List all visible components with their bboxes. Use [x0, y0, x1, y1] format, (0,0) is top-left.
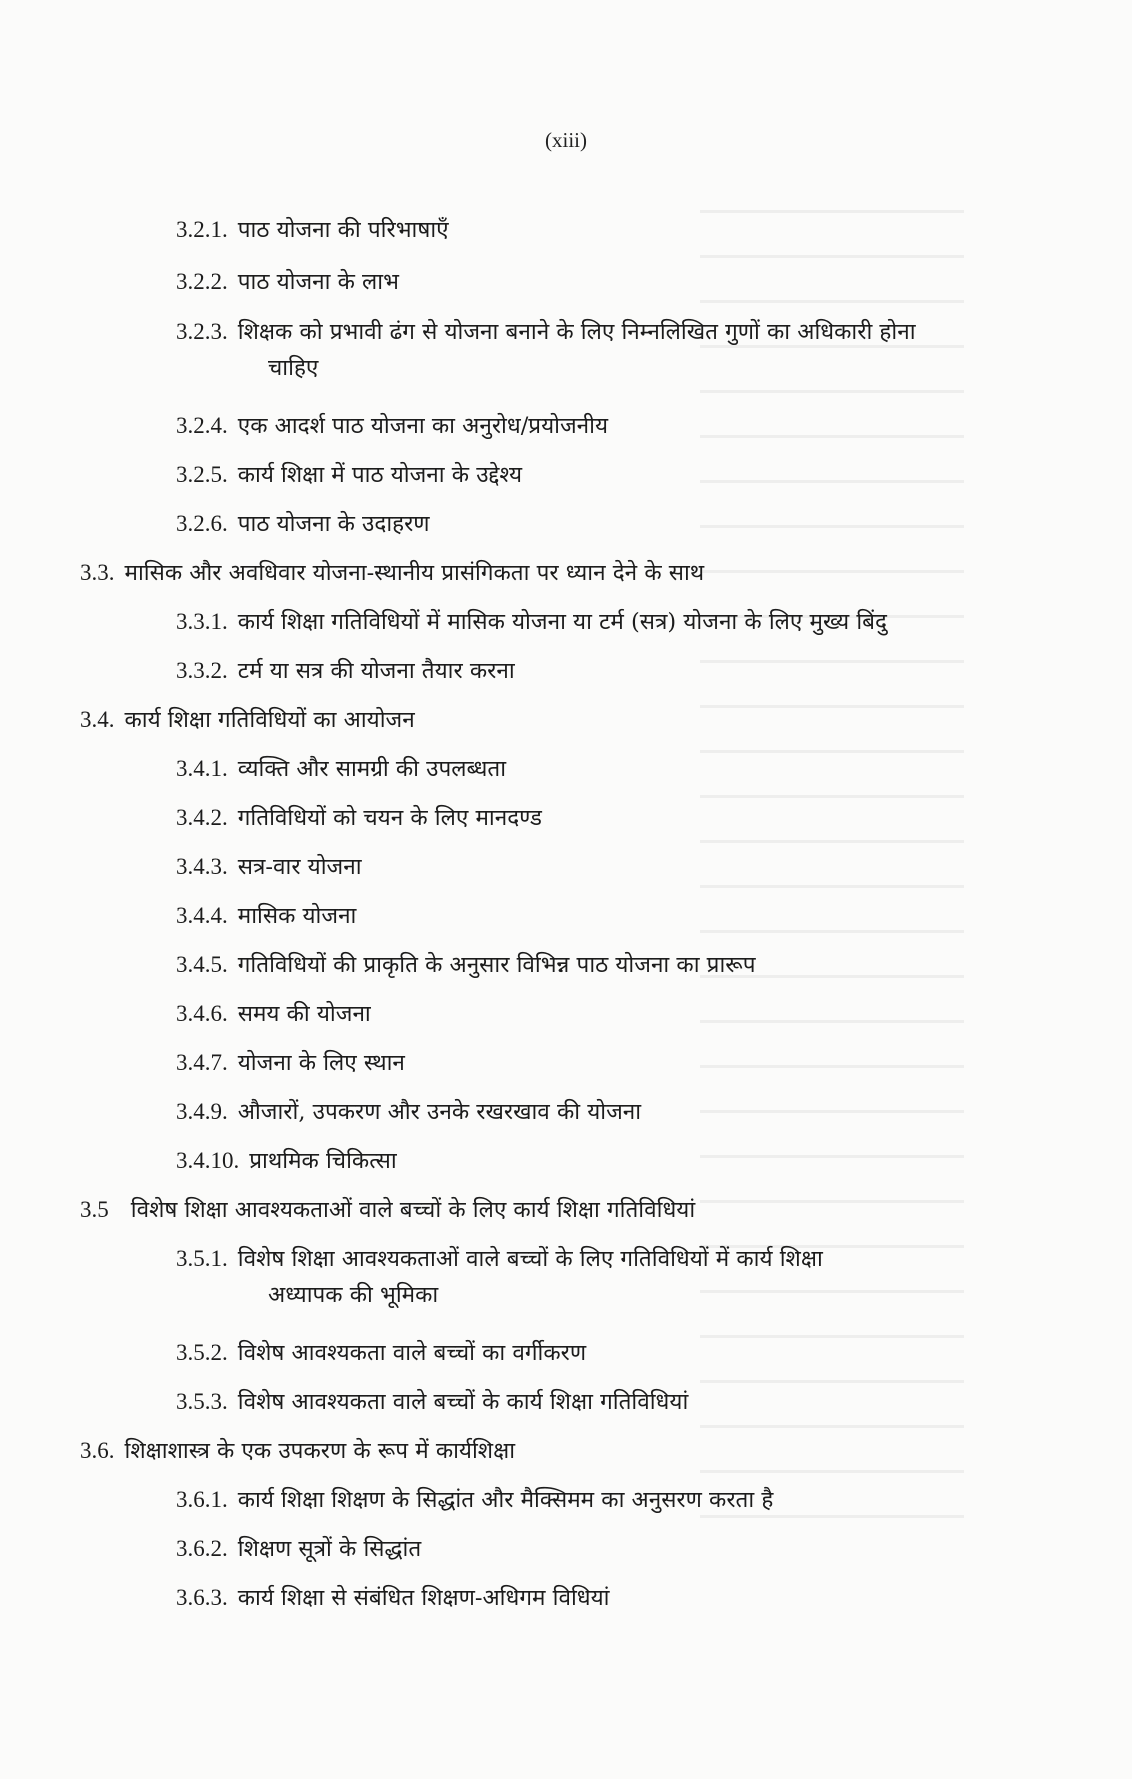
- toc-entry-number: 3.4.9.: [176, 1099, 228, 1124]
- toc-section-title: कार्य शिक्षा गतिविधियों का आयोजन: [124, 707, 415, 733]
- toc-entry-number: 3.6.3.: [176, 1585, 228, 1610]
- toc-entry-number: 3.4.7.: [176, 1050, 228, 1075]
- toc-entry-number: 3.5.3.: [176, 1389, 228, 1414]
- toc-entry: [176, 1094, 641, 1130]
- toc-entry-title: पाठ योजना के उदाहरण: [237, 511, 430, 537]
- toc-entry-title: गतिविधियों को चयन के लिए मानदण्ड: [237, 805, 542, 831]
- toc-entry-title: व्यक्ति और सामग्री की उपलब्धता: [237, 756, 507, 782]
- toc-entry: [176, 1143, 397, 1179]
- toc-entry-number: 3.4.6.: [176, 1001, 228, 1026]
- toc-entry-number: 3.3.2.: [176, 658, 228, 683]
- toc-entry: [176, 1531, 421, 1567]
- toc-entry-number: 3.6.2.: [176, 1536, 228, 1561]
- toc-section-number: 3.4.: [80, 707, 115, 732]
- toc-entry-title: विशेष आवश्यकता वाले बच्चों का वर्गीकरण: [237, 1340, 587, 1366]
- toc-entry-title: कार्य शिक्षा से संबंधित शिक्षण-अधिगम विधियां: [237, 1585, 610, 1611]
- toc-entry-title: कार्य शिक्षा शिक्षण के सिद्धांत और मैक्सिमम का अनुसरण करता है: [237, 1487, 774, 1513]
- toc-entry: [176, 751, 506, 787]
- toc-entry: [176, 800, 542, 836]
- toc-entry-title: प्राथमिक चिकित्सा: [249, 1148, 397, 1174]
- toc-entry: [176, 212, 449, 248]
- toc-entry-number: 3.4.10.: [176, 1148, 240, 1173]
- toc-entry-number: 3.4.2.: [176, 805, 228, 830]
- toc-entry-title: गतिविधियों की प्राकृति के अनुसार विभिन्न पाठ योजना का प्रारूप: [237, 952, 756, 978]
- toc-entry: [176, 1580, 610, 1616]
- toc-entry: [176, 264, 399, 300]
- toc-entry: [176, 947, 756, 983]
- toc-entry: [176, 996, 371, 1032]
- toc-entry-title: शिक्षण सूत्रों के सिद्धांत: [237, 1536, 422, 1562]
- toc-entry: [176, 1241, 1016, 1313]
- toc-entry-title: विशेष शिक्षा आवश्यकताओं वाले बच्चों के लिए गतिविधियों में कार्य शिक्षा: [237, 1246, 823, 1272]
- toc-entry-title: योजना के लिए स्थान: [237, 1050, 405, 1076]
- page-number: (xiii): [545, 128, 587, 152]
- toc-section-number: 3.3.: [80, 560, 115, 585]
- toc-entry: [176, 457, 522, 493]
- toc-entry-title: समय की योजना: [237, 1001, 371, 1027]
- toc-section: [80, 555, 704, 591]
- toc-section-number: 3.6.: [80, 1438, 115, 1463]
- toc-section: [80, 702, 415, 738]
- toc-entry-title: टर्म या सत्र की योजना तैयार करना: [237, 658, 515, 684]
- toc-section-title: शिक्षाशास्त्र के एक उपकरण के रूप में कार्यशिक्षा: [124, 1438, 516, 1464]
- toc-entry-number: 3.2.4.: [176, 413, 228, 438]
- toc-entry-title: एक आदर्श पाठ योजना का अनुरोध/प्रयोजनीय: [237, 413, 609, 439]
- toc-entry-title: कार्य शिक्षा गतिविधियों में मासिक योजना या टर्म (सत्र) योजना के लिए मुख्य बिंदु: [237, 609, 887, 635]
- toc-section-title: मासिक और अवधिवार योजना-स्थानीय प्रासंगिकता पर ध्यान देने के साथ: [124, 560, 705, 586]
- toc-entry: [176, 604, 887, 640]
- toc-entry: [176, 898, 356, 934]
- toc-entry-title: मासिक योजना: [237, 903, 357, 929]
- toc-entry-number: 3.2.2.: [176, 269, 228, 294]
- toc-entry: [176, 1045, 405, 1081]
- toc-entry-title: शिक्षक को प्रभावी ढंग से योजना बनाने के लिए निम्नलिखित गुणों का अधिकारी होना: [237, 319, 916, 345]
- toc-entry-title: सत्र-वार योजना: [237, 854, 362, 880]
- toc-entry-title: विशेष आवश्यकता वाले बच्चों के कार्य शिक्षा गतिविधियां: [237, 1389, 689, 1415]
- toc-section: [80, 1433, 515, 1469]
- toc-entry-number: 3.5.2.: [176, 1340, 228, 1365]
- toc-entry-number: 3.2.5.: [176, 462, 228, 487]
- toc-entry: [176, 1384, 688, 1420]
- toc-entry-title: पाठ योजना की परिभाषाएँ: [237, 217, 449, 243]
- toc-entry-number: 3.4.1.: [176, 756, 228, 781]
- toc-entry-number: 3.6.1.: [176, 1487, 228, 1512]
- toc-section: [80, 1192, 695, 1228]
- toc-entry: [176, 1482, 773, 1518]
- toc-entry-number: 3.5.1.: [176, 1246, 228, 1271]
- toc-section-number: 3.5: [80, 1197, 109, 1222]
- toc-entry-number: 3.4.4.: [176, 903, 228, 928]
- toc-entry-number: 3.2.6.: [176, 511, 228, 536]
- toc-entry: [176, 1335, 586, 1371]
- toc-entry-title: औजारों, उपकरण और उनके रखरखाव की योजना: [237, 1099, 642, 1125]
- toc-entry-number: 3.3.1.: [176, 609, 228, 634]
- toc-entry-number: 3.2.3.: [176, 319, 228, 344]
- toc-entry-number: 3.4.3.: [176, 854, 228, 879]
- toc-entry-continuation: चाहिए: [268, 355, 319, 381]
- toc-entry-title: पाठ योजना के लाभ: [237, 269, 399, 295]
- toc-entry-number: 3.2.1.: [176, 217, 228, 242]
- toc-entry-title: कार्य शिक्षा में पाठ योजना के उद्देश्य: [237, 462, 523, 488]
- toc-entry: [176, 849, 362, 885]
- toc-entry: [176, 506, 430, 542]
- toc-section-title: विशेष शिक्षा आवश्यकताओं वाले बच्चों के लिए कार्य शिक्षा गतिविधियां: [130, 1197, 696, 1223]
- toc-entry: [176, 408, 608, 444]
- toc-entry: [176, 314, 1056, 386]
- toc-entry-number: 3.4.5.: [176, 952, 228, 977]
- toc-entry: [176, 653, 515, 689]
- toc-entry-continuation: अध्यापक की भूमिका: [268, 1282, 439, 1308]
